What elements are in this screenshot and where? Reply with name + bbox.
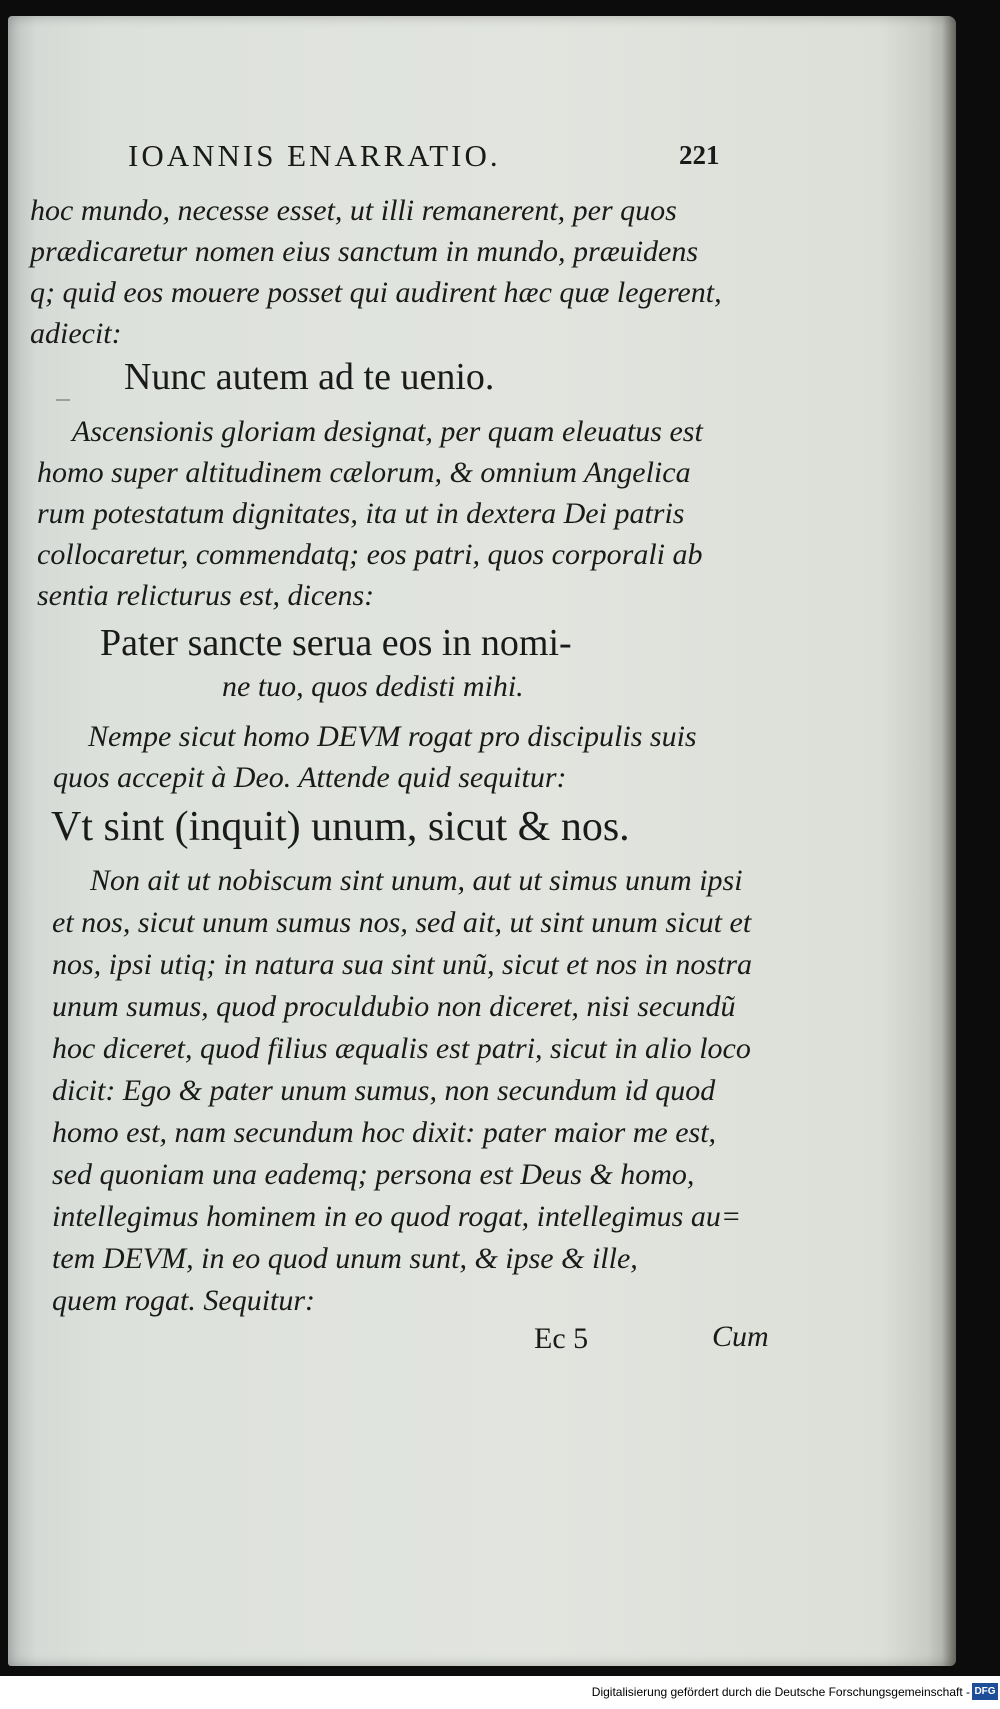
funding-credit: Digitalisierung gefördert durch die Deutsche Forschungsgemeinschaft -	[591, 1685, 970, 1699]
text-line: ne tuo, quos dedisti mihi.	[222, 670, 524, 703]
signature-mark: Ec 5	[534, 1322, 589, 1355]
page-number: 221	[679, 140, 720, 170]
text-line: et nos, sicut unum sumus nos, sed ait, ut sint unum sicut et	[52, 906, 752, 939]
text-line: intellegimus hominem in eo quod rogat, intellegimus au=	[52, 1200, 742, 1233]
text-line: quem rogat. Sequitur:	[52, 1284, 316, 1317]
margin-mark	[56, 399, 70, 401]
text-line: adiecit:	[30, 317, 122, 350]
text-line: hoc diceret, quod filius æqualis est patri, sicut in alio loco	[52, 1032, 751, 1065]
text-line: prædicaretur nomen eius sanctum in mundo, præuidens	[30, 235, 699, 268]
text-line: homo est, nam secundum hoc dixit: pater maior me est,	[52, 1116, 717, 1149]
text-line: Non ait ut nobiscum sint unum, aut ut simus unum ipsi	[90, 864, 743, 897]
text-line: hoc mundo, necesse esset, ut illi remanerent, per quos	[30, 194, 677, 227]
text-line: sentia relicturus est, dicens:	[37, 579, 375, 612]
catchword: Cum	[712, 1320, 769, 1353]
scripture-heading: Nunc autem ad te uenio.	[124, 356, 495, 398]
text-line: dicit: Ego & pater unum sumus, non secundum id quod	[52, 1074, 716, 1107]
book-page	[8, 16, 956, 1666]
text-line: q; quid eos mouere posset qui audirent hæc quæ legerent,	[30, 276, 722, 309]
text-line: quos accepit à Deo. Attende quid sequitur:	[53, 761, 567, 794]
text-line: Nempe sicut homo DEVM rogat pro discipulis suis	[88, 720, 697, 753]
running-head: IOANNIS ENARRATIO.	[128, 138, 501, 173]
dfg-logo: DFG	[972, 1683, 998, 1700]
text-line: sed quoniam una eademq; persona est Deus & homo,	[52, 1158, 695, 1191]
scripture-heading: Vt sint (inquit) unum, sicut & nos.	[51, 804, 630, 850]
text-line: Ascensionis gloriam designat, per quam eleuatus est	[72, 415, 703, 448]
scripture-heading: Pater sancte serua eos in nomi-	[100, 622, 572, 664]
text-line: tem DEVM, in eo quod unum sunt, & ipse & ille,	[52, 1242, 638, 1275]
text-line: rum potestatum dignitates, ita ut in dextera Dei patris	[37, 497, 685, 530]
text-line: unum sumus, quod proculdubio non diceret, nisi secundũ	[52, 990, 736, 1023]
text-line: collocaretur, commendatq; eos patri, quos corporali ab	[37, 538, 703, 571]
text-line: nos, ipsi utiq; in natura sua sint unũ, sicut et nos in nostra	[52, 948, 753, 981]
text-line: homo super altitudinem cælorum, & omnium Angelica	[37, 456, 691, 489]
footer-bar	[0, 1676, 1000, 1709]
